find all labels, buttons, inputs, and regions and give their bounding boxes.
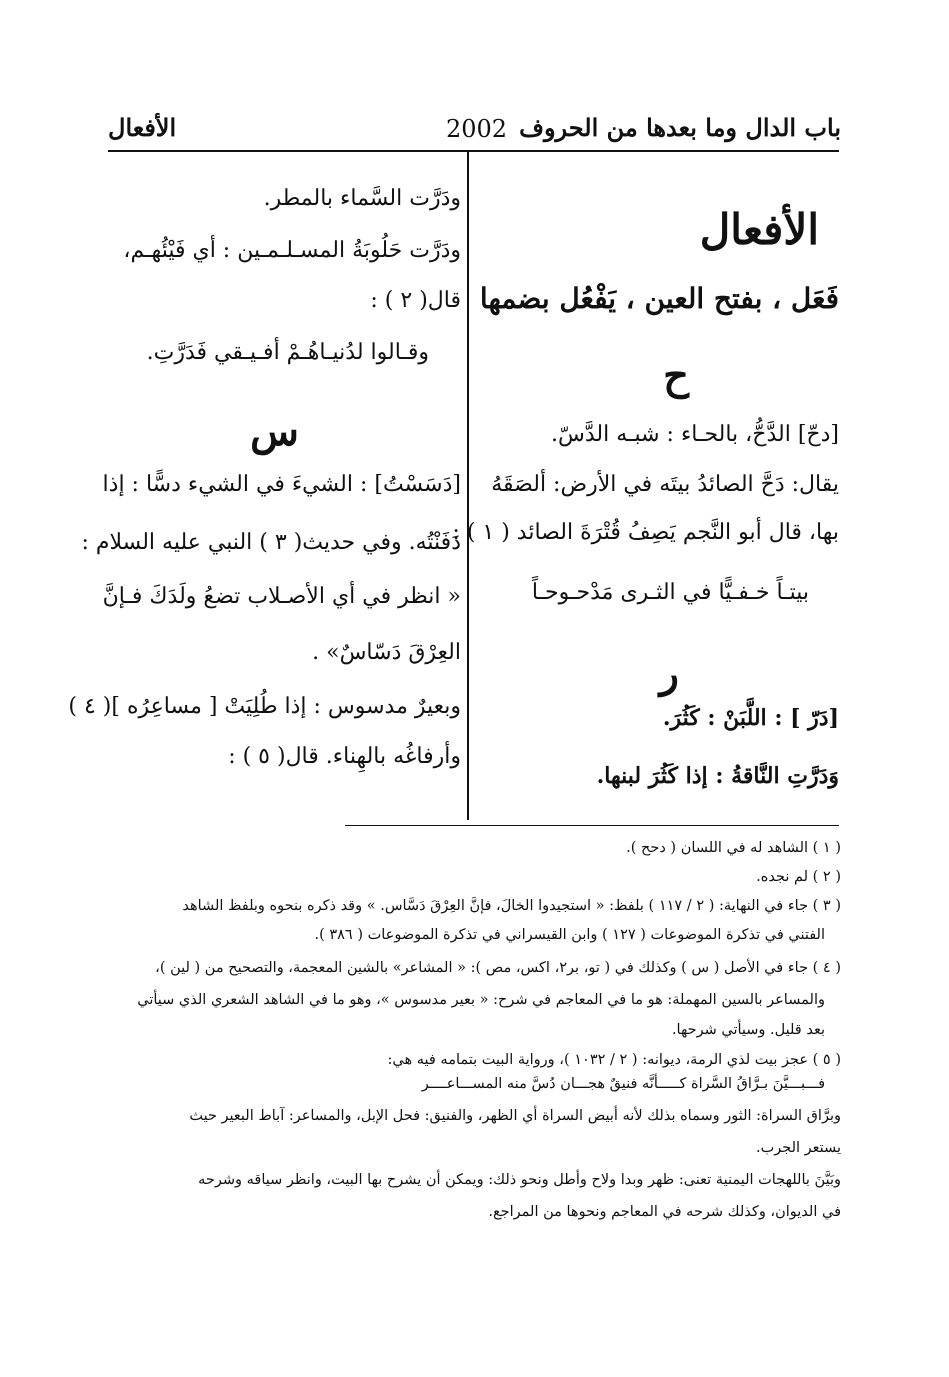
entry-line: قال( ٢ ) : — [370, 288, 461, 313]
footnote-line: الفتني في تذكرة الموضوعات ( ١٢٧ ) وابن القيسراني في تذكرة الموضوعات ( ٣٨٦ ). — [314, 927, 825, 943]
verse-line: وقـالوا لدُنيـاهُـمْ أفـيـقي فَدَرَّتِ. — [146, 340, 429, 365]
entry-line: ودَرَّت حَلُوبَةُ المسـلـمـين : أي فَيْئُهـم، — [123, 238, 461, 263]
entry-line: [دحّ] الدَّحُّ، بالحـاء : شبـه الدَّسّ. — [551, 422, 839, 447]
footnote-line: في الديوان، وكذلك شرحه في المعاجم ونحوها من المراجع. — [488, 1204, 841, 1220]
footnote-line: ( ٥ ) عجز بيت لذي الرمة، ديوانه: ( ٢ / ١٠٣٢ )، ورواية البيت بتمامه فيه هي: — [387, 1052, 841, 1068]
letter-heading-ha: ح — [663, 352, 689, 399]
letter-heading-ra: ر — [659, 650, 679, 697]
footnote-line: ( ١ ) الشاهد له في اللسان ( دحح ). — [626, 840, 841, 856]
column-divider — [467, 152, 469, 820]
entry-line: [دَسَسْتُ] : الشيءَ في الشيء دسًّا : إذا — [102, 472, 461, 497]
footnote-line: وبرَّاق السراة: الثور وسماه بذلك لأنه أبيض السراة أي الظهر، والفنيق: فحل الإبل، والمساعر: آباط البعير حيث — [189, 1108, 841, 1124]
running-header-chapter: باب الدال وما بعدها من الحروف — [519, 113, 841, 142]
verse-line: بيتـاً خـفـيًّا في الثـرى مَدْحـوحـاً — [531, 580, 809, 605]
header-rule — [108, 150, 839, 152]
running-header-section: الأفعال — [108, 113, 177, 142]
entry-line: [دَرّ ] : اللَّبَنْ : كَثُرَ. — [662, 705, 839, 731]
section-subtitle: فَعَل ، بفتح العين ، يَفْعُل بضمها — [479, 282, 839, 315]
footnote-line: وبَيَّنَ باللهجات اليمنية تعنى: ظهر وبدا ولاح وأطل ونحو ذلك: ويمكن أن يشرح بها البيت، وانظر سياقه وشرحه — [198, 1172, 841, 1188]
entry-line: ودَرَّت السَّماء بالمطر. — [263, 186, 461, 211]
entry-line: وَدَرَّتِ النَّاقةُ : إذا كَثُرَ لبنها. — [596, 763, 839, 789]
footnote-verse: فـــبـــيَّنَ بـرَّاقُ السَّراة كـــــأنَّه فنيقٌ هجـــان دُسَّ منه المســـاعــــر — [421, 1076, 825, 1092]
footnote-line: ( ٣ ) جاء في النهاية: ( ٢ / ١١٧ ) بلفظ: « استجيدوا الخالَ، فإنَّ العِرْقَ دَسَّاس. » وقد ذكره بنحوه وبلفظ الشاهد — [182, 898, 841, 914]
footnote-line: يستعر الجرب. — [755, 1140, 841, 1156]
footnote-line: بعد قليل. وسيأتي شرحها. — [671, 1022, 825, 1038]
letter-heading-sin: س — [250, 408, 299, 455]
footnote-line: والمساعر بالسين المهملة: هو ما في المعاجم في شرح: « بعير مدسوس »، وهو ما في الشاهد الشعري الذي سيأتي — [137, 992, 825, 1008]
entry-line: « انظر في أي الأصـلاب تضعُ ولَدَكَ فـإنَّ — [102, 584, 461, 609]
footnote-line: ( ٢ ) لم نجده. — [756, 869, 841, 885]
entry-line: دَفَنْتُه. وفي حديث( ٣ ) النبي عليه السلام : — [81, 530, 461, 555]
footnote-line: ( ٤ ) جاء في الأصل ( س ) وكذلك في ( تو، بر٢، اكس، مص ): « المشاعر» بالشين المعجمة، والتصحيح من ( لين )، — [155, 960, 841, 976]
footnote-rule — [345, 825, 839, 826]
entry-line: بها، قال أبو النَّجم يَصِفُ قُتْرَةَ الصائد ( ١ ) : — [452, 520, 839, 545]
section-title: الأفعال — [699, 205, 819, 254]
entry-line: يقال: دَحَّ الصائدُ بيتَه في الأرض: ألصَقَهُ — [491, 472, 839, 497]
page-number: 2002 — [446, 115, 508, 143]
entry-line: وبعيرٌ مدسوس : إذا طُلِيَتْ [ مساعِرُه ]( ٤ ) — [68, 694, 461, 719]
entry-line: وأرفاغُه بالهِناء. قال( ٥ ) : — [228, 744, 461, 769]
entry-line: العِرْقَ دَسّاسٌ» . — [312, 640, 461, 665]
